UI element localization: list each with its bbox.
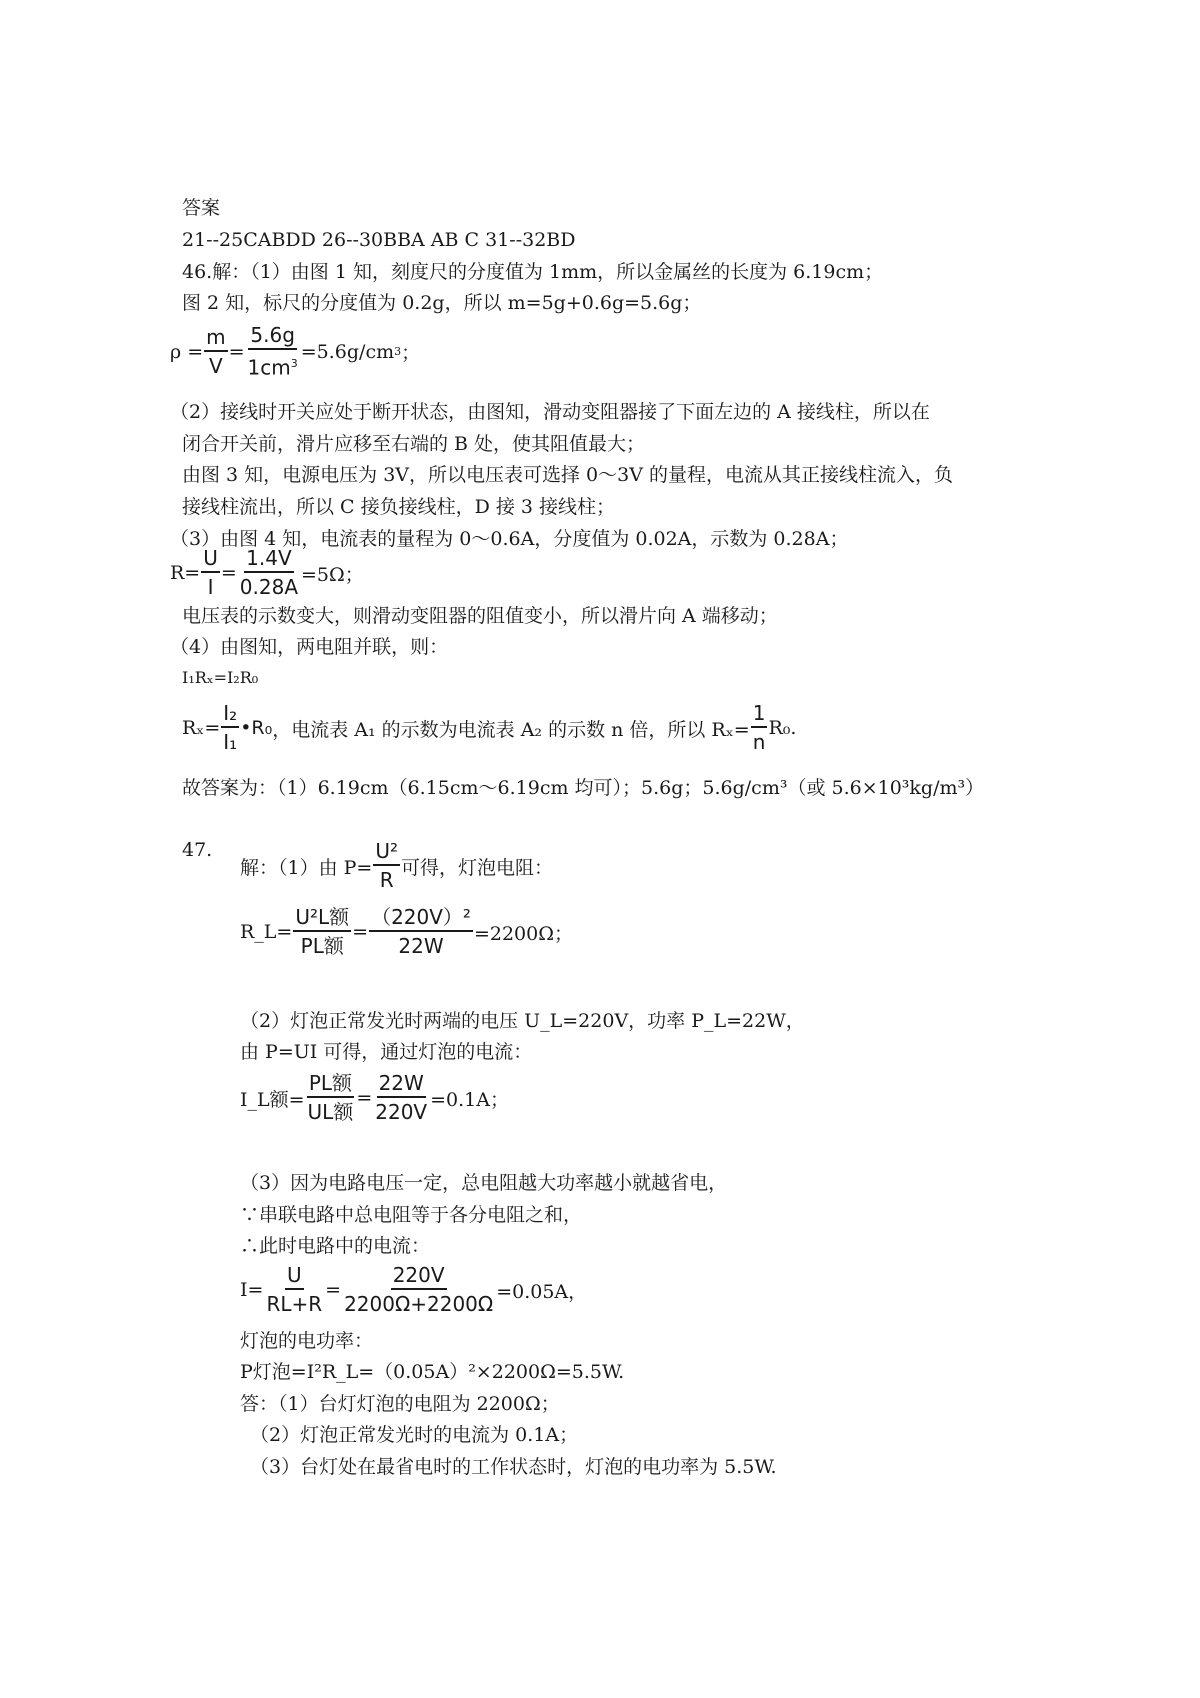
fraction [201, 545, 220, 601]
eq-text: ，电流表 A₁ 的示数为电流表 A₂ 的示数 n 倍，所以 Rₓ= [272, 718, 750, 741]
denominator: 220V [375, 1100, 428, 1124]
denominator [246, 350, 300, 382]
q46-part2-line2: 闭合开关前，滑片应移至右端的 B 处，使其阻值最大； [182, 433, 646, 455]
eq-sign: = [228, 340, 245, 363]
denominator: UL额 [307, 1100, 354, 1124]
denominator: 22W [398, 934, 444, 958]
numerator: m [204, 324, 227, 352]
fraction [264, 1262, 324, 1318]
fraction [751, 700, 768, 756]
q46-density-equation [170, 322, 420, 382]
eq-lhs: Rₓ= [182, 717, 221, 739]
fraction [373, 1070, 429, 1126]
eq-lhs: R= [170, 562, 201, 584]
q46-resistance-equation [170, 545, 364, 601]
eq-sign: = [220, 562, 237, 584]
eq-rhs: =0.1A； [430, 1088, 509, 1111]
eq-lhs: ρ = [170, 340, 204, 363]
q46-line1: 46.解：（1）由图 1 知，刻度尺的分度值为 1mm，所以金属丝的长度为 6.19cm； [182, 261, 884, 283]
denominator: PL额 [300, 934, 344, 958]
denominator: R [379, 868, 394, 892]
q47-answer-2: （2）灯泡正常发光时的电流为 0.1A； [250, 1424, 579, 1446]
fraction [369, 904, 473, 960]
q46-part4-line1: （4）由图知，两电阻并联，则： [170, 636, 449, 658]
eq-lhs: R_L= [240, 921, 293, 943]
q47-i-equation [240, 1262, 587, 1318]
denominator: n [752, 730, 766, 754]
q46-part2-line4: 接线柱流出，所以 C 接负接线柱，D 接 3 接线柱； [182, 496, 616, 518]
eq-lhs: I= [240, 1279, 264, 1301]
eq-rhs: R₀. [768, 717, 797, 739]
denominator: V [209, 353, 223, 378]
q46-part2-line1: （2）接线时开关应处于断开状态，由图知，滑动变阻器接了下面左边的 A 接线柱，所以在 [170, 401, 930, 423]
heading: 答案 [182, 197, 221, 219]
eq-sign: = [356, 1087, 373, 1109]
q47-number: 47. [182, 839, 213, 861]
denominator: 0.28A [239, 575, 299, 599]
numerator: 22W [377, 1070, 426, 1098]
q46-line2: 图 2 知，标尺的分度值为 0.2g，所以 m=5g+0.6g=5.6g； [182, 292, 702, 314]
numerator: U² [373, 838, 400, 866]
denominator: RL+R [266, 1292, 323, 1316]
q46-part3-line2: 电压表的示数变大，则滑动变阻器的阻值变小，所以滑片向 A 端移动； [182, 605, 778, 627]
q47-part3-line3: ∴此时电路中的电流： [240, 1235, 431, 1257]
q47-rl-equation [240, 904, 573, 960]
denominator-text: 1cm [247, 355, 291, 380]
q47-part1-line [240, 838, 553, 894]
eq-rhs: =2200Ω； [473, 922, 573, 945]
fraction [342, 1262, 495, 1318]
eq-end: ； [401, 342, 421, 365]
fraction [246, 322, 300, 382]
fraction [373, 838, 400, 894]
denominator: I [207, 575, 214, 599]
q47-answer-1: 答：（1）台灯灯泡的电阻为 2200Ω； [240, 1393, 560, 1415]
numerator: 220V [391, 1262, 447, 1290]
q47-part3-line2: ∵串联电路中总电阻等于各分电阻之和， [240, 1204, 583, 1226]
superscript: 3 [394, 345, 402, 359]
numerator: 1 [751, 700, 768, 728]
eq-lhs: I_L额= [240, 1088, 305, 1111]
q47-part3-line4: 灯泡的电功率： [240, 1330, 374, 1352]
fraction [204, 324, 227, 380]
q46-part2-line3: 由图 3 知，电源电压为 3V，所以电压表可选择 0～3V 的量程，电流从其正接线柱流入，负 [182, 464, 953, 486]
eq-rhs: =0.05A， [496, 1280, 588, 1303]
fraction [221, 700, 239, 756]
choice-answers: 21--25CABDD 26--30BBA AB C 31--32BD [182, 229, 576, 251]
fraction [293, 904, 351, 960]
numerator: U [285, 1262, 304, 1290]
numerator: 5.6g [248, 322, 297, 350]
denominator: I₁ [223, 730, 238, 754]
q46-rx-equation [182, 700, 796, 756]
numerator: （220V）² [369, 904, 473, 932]
numerator: I₂ [221, 700, 239, 728]
numerator: U²L额 [293, 904, 351, 932]
q47-il-equation [240, 1070, 509, 1126]
q47-part2-line2: 由 P=UI 可得，通过灯泡的电流： [240, 1041, 533, 1063]
numerator: U [201, 545, 220, 573]
part1-post: 可得，灯泡电阻： [401, 856, 554, 879]
eq-rhs: =5Ω； [301, 563, 364, 586]
fraction [238, 545, 300, 601]
superscript: 3 [290, 357, 298, 370]
q47-part2-line1: （2）灯泡正常发光时两端的电压 U_L=220V，功率 P_L=22W， [240, 1010, 805, 1032]
numerator: PL额 [307, 1070, 354, 1098]
part1-pre: 解：（1）由 P= [240, 856, 373, 879]
multiply-r0: •R₀ [240, 717, 273, 739]
denominator: 2200Ω+2200Ω [344, 1292, 494, 1316]
q47-part3-line1: （3）因为电路电压一定，总电阻越大功率越小就越省电， [240, 1172, 728, 1194]
numerator: 1.4V [244, 545, 294, 573]
q46-part4-eq1: I₁Rₓ=I₂R₀ [182, 668, 259, 687]
fraction [306, 1070, 356, 1126]
eq-rhs: =5.6g/cm [300, 340, 395, 363]
q46-final-answer: 故答案为：（1）6.19cm（6.15cm～6.19cm 均可）；5.6g；5.6g/cm³（或 5.6×10³kg/m³） [182, 777, 985, 799]
q47-answer-3: （3）台灯处在最省电时的工作状态时，灯泡的电功率为 5.5W. [250, 1456, 777, 1478]
q47-power-equation: P灯泡=I²R_L=（0.05A）²×2200Ω=5.5W. [240, 1361, 625, 1383]
q46-part3-line1: （3）由图 4 知，电流表的量程为 0～0.6A，分度值为 0.02A，示数为 0.28A； [170, 528, 849, 550]
eq-sign: = [352, 921, 369, 943]
eq-sign: = [325, 1279, 342, 1301]
